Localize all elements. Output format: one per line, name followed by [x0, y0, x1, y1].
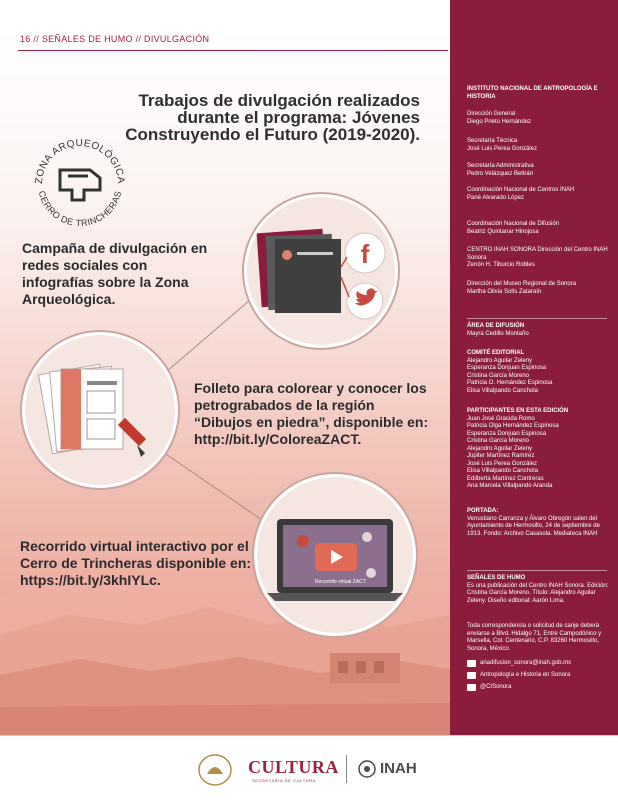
item-virtual-tour-text: Recorrido virtual interactivo por el Cerro de Trincheras disponible en: https://bit.ly/3khIYLc.	[20, 538, 252, 588]
contact-twitter[interactable]: @CISonora	[467, 684, 615, 691]
facebook-icon: f	[360, 239, 370, 269]
cultura-logo-subtitle: SECRETARÍA DE CULTURA	[252, 778, 317, 783]
staff-entry: Dirección del Museo Regional de Sonora Martha Olivia Solís Zataraín	[467, 281, 577, 295]
seal-bottom-text: CERRO DE TRINCHERAS	[36, 189, 124, 229]
institution-name: INSTITUTO NACIONAL DE ANTROPOLOGÍA E HISTORIA	[467, 86, 598, 100]
credits-sidebar	[450, 0, 618, 735]
correspondence-address: Toda correspondencia o solicitud de canje deberá enviarse a Blvd. Hidalgo 71, Entre Campodónico y Marsella, Col. Centenario, C.P. 83260 Hermosillo, Sonora, México.	[467, 623, 602, 652]
mexico-coat-of-arms-logo	[190, 752, 240, 788]
twitter-icon	[467, 684, 476, 691]
senales-de-humo-credit: SEÑALES DE HUMO Es una publicación del Centro INAH Sonora. Edición: Cristina García Moreno. Título: Alejandro Aguilar Zeleny. Diseño editorial: Aarón Lima.	[467, 575, 609, 604]
booklet-illustration	[22, 332, 178, 488]
cultura-logo-text: CULTURA	[248, 757, 339, 777]
contact-facebook[interactable]: Antropología e Historia en Sonora	[467, 672, 615, 679]
item-social-campaign-text: Campaña de divulgación en redes sociales con infografías sobre la Zona Arqueológica.	[22, 240, 208, 307]
participantes: PARTICIPANTES EN ESTA EDICIÓN Juan José Gracida Romo Patricia Olga Hernández Espinosa Esperanza Donjuan Espinosa Cristina García Moreno Alejandro Aguilar Zeleny Júpiter Martínez Ramírez José Luis Perea González Elisa Villalpando Canchola Edilberta Martínez Contreras Ana Marcela Villalpando Aranda	[467, 408, 569, 489]
staff-entry: Secretaría Administrativa Pedro Velázquez Beltrán	[467, 163, 534, 177]
staff-entry: Secretaría Técnica José Luis Perea González	[467, 138, 538, 152]
area-difusion: ÁREA DE DIFUSIÓN Mayra Cedillo Montaño	[467, 323, 529, 337]
staff-entry: Coordinación Nacional de Centros INAH Pané Alvarado López	[467, 187, 575, 201]
footer-divider	[0, 735, 618, 736]
video-caption: Recorrido virtual ZACT	[315, 579, 366, 585]
social-media-illustration	[244, 194, 398, 348]
portada-credit: PORTADA: Venustiano Carranza y Álvaro Obregón salen del Ayuntamiento de Hermosillo, 24 de septiembre de 1913. Fondo: Archivo Casasola. Mediateca INAH	[467, 508, 600, 537]
staff-entry: Coordinación Nacional de Difusión Beatriz Quintanar Hinojosa	[467, 221, 560, 235]
sidebar-divider	[467, 570, 607, 571]
staff-entry: Dirección General Diego Prieto Hernández	[467, 111, 532, 125]
seal-top-text: ZONA ARQUEOLÓGICA	[33, 137, 127, 185]
laptop-illustration	[254, 474, 416, 636]
staff-entry: CENTRO INAH SONORA Dirección del Centro INAH Sonora Zenón H. Tiburcio Robles	[467, 247, 608, 268]
page-title: Trabajos de divulgación realizados durante el programa: Jóvenes Construyendo el Futuro (2019-2020).	[125, 91, 420, 144]
sidebar-divider	[467, 318, 607, 319]
mail-icon	[467, 660, 476, 667]
inah-logo-text: INAH	[380, 760, 417, 777]
contact-email[interactable]: anadifusion_sonora@inah.gob.mx	[467, 660, 615, 667]
inah-logo-mark	[358, 760, 376, 778]
facebook-icon	[467, 672, 476, 679]
logo-divider	[346, 755, 347, 783]
item-coloring-booklet-text: Folleto para colorear y conocer los petrograbados de la región “Dibujos en piedra”, disponible en: http://bit.ly/ColoreaZACT.	[194, 380, 429, 447]
page-header: 16 // SEÑALES DE HUMO // DIVULGACIÓN	[20, 34, 210, 44]
comite-editorial: COMITÉ EDITORIAL Alejandro Aguilar Zeleny Esperanza Donjuan Espinosa Cristina García Moreno Patricia O. Hernández Espinosa Elisa Villalpando Canchola	[467, 350, 553, 394]
